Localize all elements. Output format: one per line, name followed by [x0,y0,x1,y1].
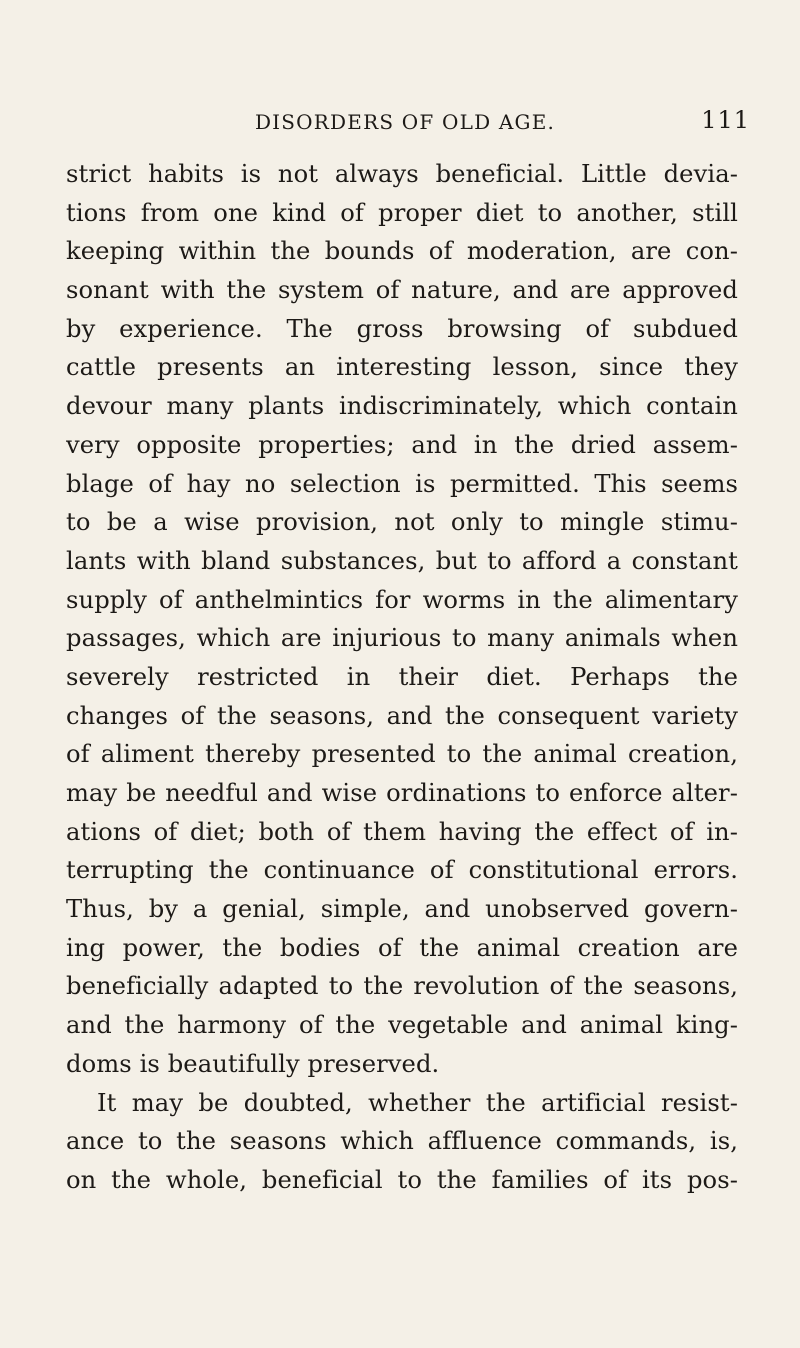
text-line: blage of hay no selection is permitted. This seems [66,469,738,498]
text-line: strict habits is not always beneficial. Little devia- [66,160,738,188]
text-line: lants with bland substances, but to afford a constant [66,546,738,575]
text-line: sonant with the system of nature, and are approved [66,276,738,305]
text-line: and the harmony of the vegetable and animal king- [66,1011,738,1040]
running-title: DISORDERS OF OLD AGE. [254,110,556,134]
text-line: of aliment thereby presented to the animal creation, [66,740,738,769]
text-line: It may be doubted, whether the artificial resist- [97,1088,738,1117]
text-line: devour many plants indiscriminately, which contain [66,392,738,421]
text-line: very opposite properties; and in the dried assem- [66,430,738,459]
text-line: ance to the seasons which affluence commands, is, [66,1127,738,1156]
text-line: keeping within the bounds of moderation, are con- [66,237,738,266]
page-number: 111 [701,106,750,134]
text-line: by experience. The gross browsing of subdued [66,314,738,343]
text-line: to be a wise provision, not only to mingle stimu- [66,508,738,537]
text-line: ing power, the bodies of the animal creation are [66,933,738,962]
text-line: ations of diet; both of them having the effect of in- [66,817,738,846]
text-line: beneficially adapted to the revolution of the seasons, [66,972,738,1001]
text-line: terrupting the continuance of constitutional errors. [66,856,738,885]
text-line: may be needful and wise ordinations to enforce alter- [66,779,738,807]
text-line: cattle presents an interesting lesson, since they [66,353,738,382]
text-line: tions from one kind of proper diet to another, still [66,198,738,227]
running-head [170,106,750,138]
text-line: changes of the seasons, and the consequent variety [66,701,738,730]
text-line: passages, which are injurious to many animals when [66,624,738,653]
text-line: Thus, by a genial, simple, and unobserved govern- [66,895,738,924]
body-text [66,155,738,1200]
text-line: severely restricted in their diet. Perhaps the [66,662,738,691]
text-line: on the whole, beneficial to the families of its pos- [66,1165,738,1194]
text-line: supply of anthelmintics for worms in the alimentary [66,585,738,614]
text-line: doms is beautifully preserved. [66,1049,440,1078]
